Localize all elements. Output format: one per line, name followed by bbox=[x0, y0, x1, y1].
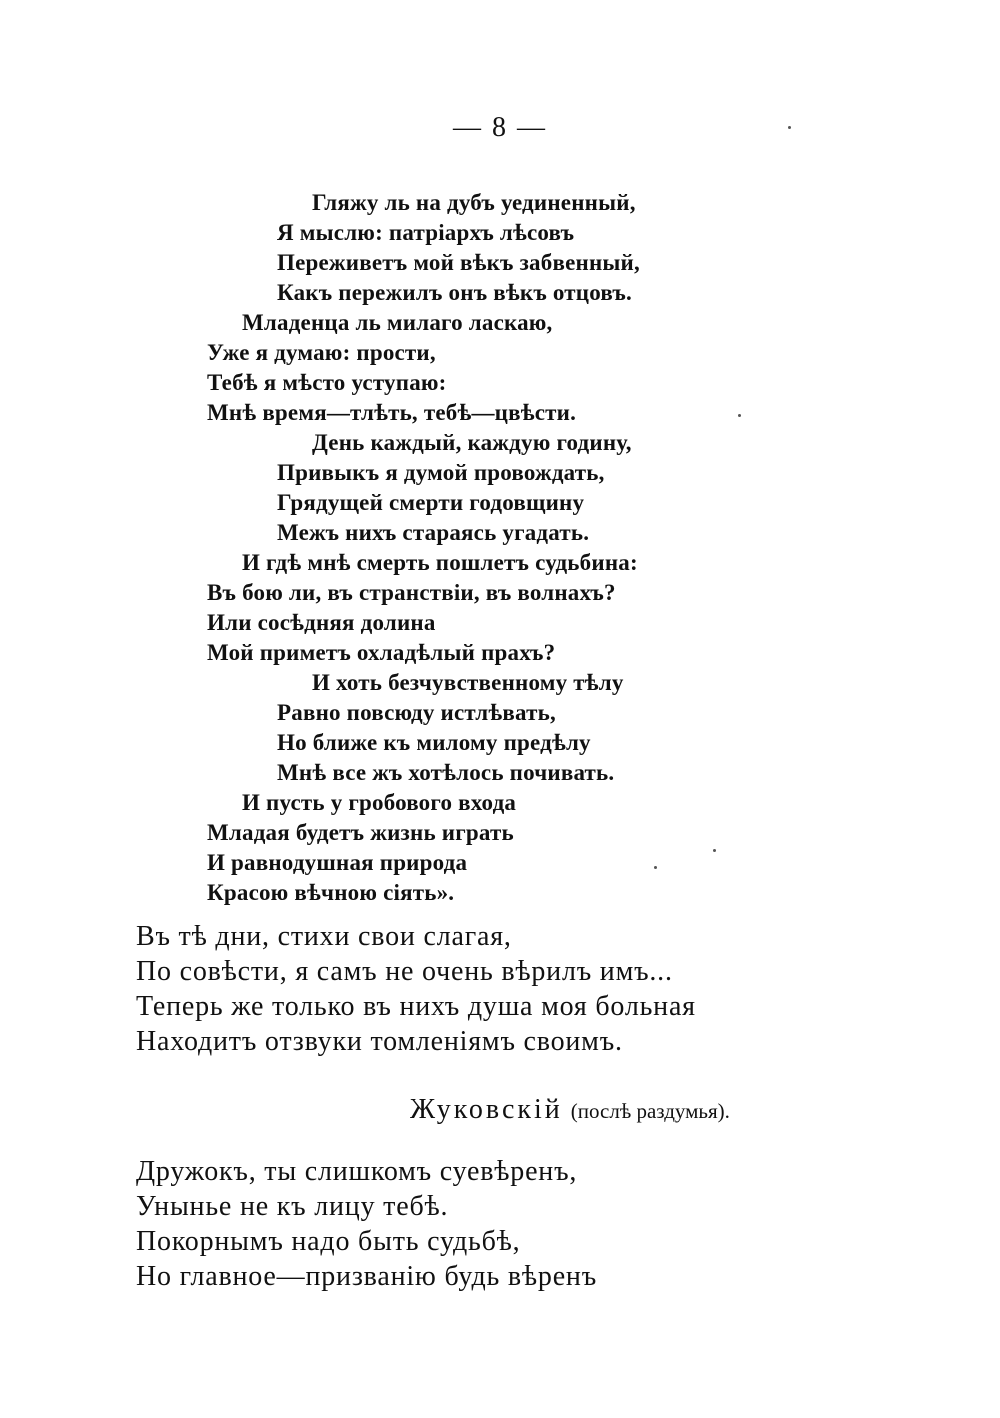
poem-line: Какъ пережилъ онъ вѣкъ отцовъ. bbox=[277, 280, 632, 305]
poem-line: И пусть у гробового входа bbox=[242, 790, 517, 815]
reply-line: Покорнымъ надо быть судьбѣ, bbox=[136, 1226, 521, 1257]
reply-line: Дружокъ, ты слишкомъ суевѣренъ, bbox=[136, 1156, 578, 1187]
stage-direction: (послѣ раздумья). bbox=[570, 1099, 730, 1123]
poem-line: Грядущей смерти годовщину bbox=[277, 490, 585, 515]
poem-line: Гляжу ль на дубъ уединенный, bbox=[312, 190, 636, 215]
reply-line: Унынье не къ лицу тебѣ. bbox=[136, 1191, 449, 1222]
poem-line: Тебѣ я мѣсто уступаю: bbox=[207, 370, 447, 395]
poem-line: И хоть безчувственному тѣлу bbox=[312, 670, 624, 695]
paper-speck bbox=[738, 414, 741, 417]
poem-line: Мнѣ все жъ хотѣлось почивать. bbox=[277, 760, 615, 785]
speaker-name: Жуковскій bbox=[410, 1094, 563, 1125]
page-number: — 8 — bbox=[453, 112, 547, 143]
poem-line: Въ бою ли, въ странствіи, въ волнахъ? bbox=[207, 580, 616, 605]
poem-line: Уже я думаю: прости, bbox=[207, 340, 436, 365]
paper-speck bbox=[788, 126, 791, 129]
reflection-line: Теперь же только въ нихъ душа моя больная bbox=[136, 991, 696, 1022]
poem-line: Я мыслю: патріархъ лѣсовъ bbox=[277, 220, 575, 245]
poem-line: Мнѣ время—тлѣть, тебѣ—цвѣсти. bbox=[207, 400, 577, 425]
poem-line: День каждый, каждую годину, bbox=[312, 430, 632, 455]
poem-line: Привыкъ я думой провождать, bbox=[277, 460, 605, 485]
paper-speck bbox=[713, 849, 716, 852]
poem-line: Но ближе къ милому предѣлу bbox=[277, 730, 591, 755]
poem-line: Мой приметъ охладѣлый прахъ? bbox=[207, 640, 556, 665]
paper-speck bbox=[654, 866, 657, 869]
poem-line: И равнодушная природа bbox=[207, 850, 468, 875]
poem-line: Межъ нихъ стараясь угадать. bbox=[277, 520, 590, 545]
poem-line: Или сосѣдняя долина bbox=[207, 610, 436, 635]
poem-line: Младая будетъ жизнь играть bbox=[207, 820, 514, 845]
reflection-line: Въ тѣ дни, стихи свои слагая, bbox=[136, 921, 512, 952]
poem-line: Красою вѣчною сіять». bbox=[207, 880, 455, 905]
poem-line: Равно повсюду истлѣвать, bbox=[277, 700, 556, 725]
poem-line: Младенца ль милаго ласкаю, bbox=[242, 310, 553, 335]
reflection-line: Находитъ отзвуки томленіямъ своимъ. bbox=[136, 1026, 623, 1057]
reflection-line: По совѣсти, я самъ не очень вѣрилъ имъ... bbox=[136, 956, 673, 987]
poem-line: Переживетъ мой вѣкъ забвенный, bbox=[277, 250, 640, 275]
poem-line: И гдѣ мнѣ смерть пошлетъ судьбина: bbox=[242, 550, 638, 575]
reply-line: Но главное—призванію будь вѣренъ bbox=[136, 1261, 597, 1292]
